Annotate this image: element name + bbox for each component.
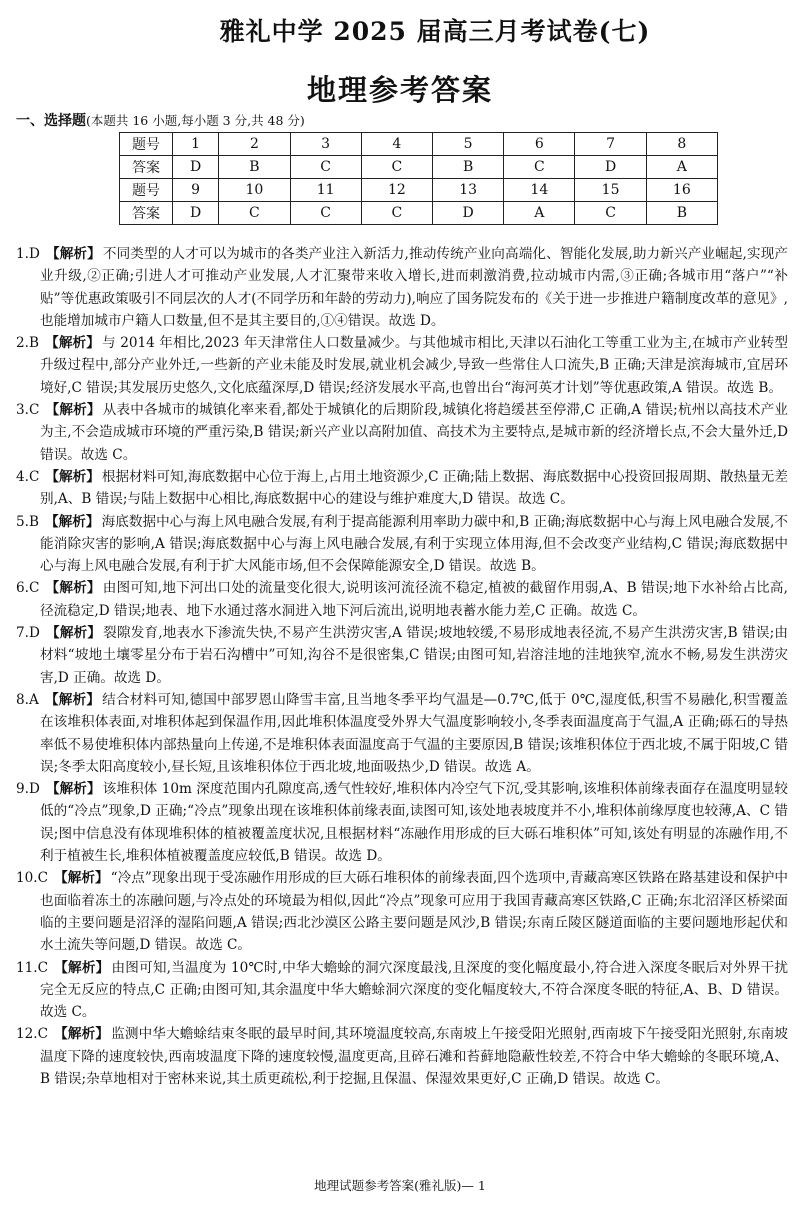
answer-label: 答案: [120, 202, 173, 225]
explanation-item: [16, 332, 788, 399]
analysis-tag: 【解析】: [45, 580, 101, 597]
answer-cell: D: [173, 156, 219, 179]
explanation-item: [16, 622, 788, 689]
item-number-answer: 9.D: [16, 781, 40, 798]
answer-row: [120, 156, 718, 179]
answer-label: 答案: [120, 156, 173, 179]
answer-cell: B: [219, 156, 290, 179]
question-number-cell: 9: [173, 179, 219, 202]
question-number-cell: 2: [219, 133, 290, 156]
answer-cell: A: [646, 156, 717, 179]
analysis-tag: 【解析】: [44, 691, 101, 708]
question-number-row: [120, 133, 718, 156]
explanation-item: [16, 466, 788, 511]
answer-cell: D: [575, 156, 646, 179]
question-number-label: 题号: [120, 133, 173, 156]
section-heading-note: (本题共 16 小题,每小题 3 分,共 48 分): [86, 113, 305, 128]
question-number-cell: 7: [575, 133, 646, 156]
item-number-answer: 10.C: [16, 870, 49, 887]
explanation-item: [16, 957, 788, 1024]
answer-cell: A: [504, 202, 575, 225]
explanation-text: 结合材料可知,德国中部罗恩山降雪丰富,且当地冬季平均气温是—0.7℃,低于 0℃,湿度低,积雪不易融化,积雪覆盖在该堆积体表面,对堆积体起到保温作用,因此堆积体温度受外界大气温度影响较小,冬季表面温度高于气温,A 正确;砾石的导热率低不易使堆积体内部热量向上传递,不是堆积体表面温度高于气温的主要原因,B 错误;该堆积体位于西北坡,不属于阳坡,C 错误;冬季太阳高度较小,昼长短,且该堆积体位于西北坡,地面吸热少,D 错误。故选 A。: [40, 691, 788, 775]
explanation-text: 不同类型的人才可以为城市的各类产业注入新活力,推动传统产业向高端化、智能化发展,助力新兴产业崛起,实现产业升级,②正确;引进人才可推动产业发展,人才汇聚带来收入增长,进而刺激消费,拉动城市内需,③正确;各城市用“落户”“补贴”等优惠政策吸引不同层次的人才(不同学历和年龄的劳动力),响应了国务院发布的《关于进一步推进户籍制度改革的意见》,也能增加城市户籍人口数量,但不是其主要目的,①④错误。故选 D。: [40, 246, 789, 329]
explanation-text: 该堆积体 10m 深度范围内孔隙度高,透气性较好,堆积体内冷空气下沉,受其影响,该堆积体前缘表面存在温度明显较低的“冷点”现象,D 正确;“冷点”现象出现在该堆积体前缘表面,读图可知,该处地表坡度并不小,堆积体前缘厚度也较薄,A、C 错误;图中信息没有体现堆积体的植被覆盖度状况,且根据材料“冻融作用形成的巨大砾石堆积体”可知,该处有明显的冻融作用,不利于植被生长,堆积体植被覆盖度应较低,B 错误。故选 D。: [40, 781, 788, 865]
explanation-text: “冷点”现象出现于受冻融作用形成的巨大砾石堆积体的前缘表面,四个选项中,青藏高寒区铁路在路基建设和保护中也面临着冻土的冻融问题,与冷点处的环境最为相似,因此“冷点”现象可应用于我国青藏高寒区铁路,C 正确;东北沼泽区桥梁面临的主要问题是沼泽的湿陷问题,A 错误;西北沙漠区公路主要问题是风沙,B 错误;东南丘陵区隧道面临的主要问题地形起伏和水土流失等问题,D 错误。故选 C。: [40, 870, 788, 954]
item-number-answer: 11.C: [16, 959, 49, 976]
answer-cell: D: [432, 202, 503, 225]
question-number-cell: 3: [290, 133, 361, 156]
explanation-item: [16, 778, 788, 867]
question-number-cell: 12: [361, 179, 432, 202]
analysis-tag: 【解析】: [44, 513, 100, 530]
question-number-cell: 13: [432, 179, 503, 202]
item-number-answer: 6.C: [16, 580, 40, 597]
analysis-tag: 【解析】: [45, 402, 101, 419]
answer-cell: C: [361, 202, 432, 225]
item-number-answer: 8.A: [16, 691, 39, 708]
explanation-item: [16, 577, 788, 622]
school-exam-title: 雅礼中学 2025 届高三月考试卷(七): [219, 17, 651, 46]
explanation-text: 与 2014 年相比,2023 年天津常住人口数量减少。与其他城市相比,天津以石油化工等重工业为主,在城市产业转型升级过程中,部分产业外迁,一些新的产业未能及时发展,就业机会减少,导致一些常住人口流失,B 正确;天津是滨海城市,宜居环境好,C 错误;其发展历史悠久,文化底蕴深厚,D 错误;经济发展水平高,也曾出台“海河英才计划”等优惠政策,A 错误。故选 B。: [40, 335, 789, 396]
explanation-item: [16, 1023, 788, 1090]
item-number-answer: 5.B: [16, 513, 39, 530]
answer-cell: B: [432, 156, 503, 179]
explanation-list: [16, 243, 788, 1090]
explanation-item: [16, 243, 788, 332]
question-number-cell: 6: [504, 133, 575, 156]
answer-row: [120, 202, 718, 225]
answer-cell: C: [219, 202, 290, 225]
page-title: 地理参考答案: [306, 73, 493, 107]
question-number-cell: 15: [575, 179, 646, 202]
analysis-tag: 【解析】: [45, 246, 101, 262]
item-number-answer: 4.C: [16, 468, 40, 485]
explanation-item: [16, 867, 788, 956]
item-number-answer: 12.C: [16, 1026, 49, 1043]
explanation-text: 监测中华大蟾蜍结束冬眠的最早时间,其环境温度较高,东南坡上午接受阳光照射,西南坡下午接受阳光照射,东南坡温度下降的速度较快,西南坡温度下降的速度较慢,温度更高,且碎石滩和苔藓地隐蔽性较差,不符合中华大蟾蜍的冬眠环境,A、B 错误;杂草地相对于密林来说,其土质更疏松,利于挖掘,且保温、保湿效果更好,C 正确,D 错误。故选 C。: [40, 1026, 789, 1087]
question-number-label: 题号: [120, 179, 173, 202]
answer-cell: C: [290, 202, 361, 225]
section-heading: [16, 110, 305, 130]
page-footer: 地理试题参考答案(雅礼版)— 1: [314, 1178, 486, 1193]
explanation-item: [16, 689, 788, 778]
explanation-text: 裂隙发育,地表水下渗流失快,不易产生洪涝灾害,A 错误;坡地较缓,不易形成地表径流,不易产生洪涝灾害,B 错误;由材料“坡地土壤零星分布于岩石沟槽中”可知,沟谷不是很密集,C 错误;由图可知,岩溶洼地的洼地狭窄,流水不畅,易发生洪涝灾害,D 正确。故选 D。: [40, 625, 788, 686]
analysis-tag: 【解析】: [54, 870, 109, 887]
explanation-text: 海底数据中心与海上风电融合发展,有利于提高能源利用率助力碳中和,B 正确;海底数据中心与海上风电融合发展,不能消除灾害的影响,A 错误;海底数据中心与海上风电融合发展,有利于实现立体用海,但不会改变产业结构,C 错误;海底数据中心与海上风电融合发展,有利于扩大风能市场,但不会保障能源安全,D 错误。故选 B。: [40, 513, 789, 575]
explanation-item: [16, 399, 788, 466]
question-number-cell: 5: [432, 133, 503, 156]
item-number-answer: 2.B: [16, 335, 39, 352]
question-number-cell: 16: [646, 179, 717, 202]
analysis-tag: 【解析】: [44, 335, 101, 352]
explanation-text: 根据材料可知,海底数据中心位于海上,占用土地资源少,C 正确;陆上数据、海底数据中心投资回报周期、散热量无差别,A、B 错误;与陆上数据中心相比,海底数据中心的建设与维护难度大,D 错误。故选 C。: [40, 468, 789, 508]
analysis-tag: 【解析】: [54, 959, 110, 976]
question-number-cell: 11: [290, 179, 361, 202]
question-number-cell: 1: [173, 133, 219, 156]
answer-cell: C: [290, 156, 361, 179]
question-number-cell: 10: [219, 179, 290, 202]
answer-cell: B: [646, 202, 717, 225]
question-number-cell: 8: [646, 133, 717, 156]
item-number-answer: 7.D: [16, 625, 40, 642]
answer-cell: C: [361, 156, 432, 179]
answer-cell: C: [575, 202, 646, 225]
question-number-cell: 14: [504, 179, 575, 202]
answer-cell: C: [504, 156, 575, 179]
item-number-answer: 3.C: [16, 402, 40, 419]
analysis-tag: 【解析】: [45, 468, 100, 485]
section-heading-label: 一、选择题: [16, 113, 86, 129]
explanation-item: [16, 511, 788, 578]
analysis-tag: 【解析】: [54, 1026, 110, 1043]
explanation-text: 由图可知,当温度为 10℃时,中华大蟾蜍的洞穴深度最浅,且深度的变化幅度最小,符合进入深度冬眠后对外界干扰完全无反应的特点,C 正确;由图可知,其余温度中华大蟾蜍洞穴深度的变化幅度较大,不符合深度冬眠的特征,A、B、D 错误。故选 C。: [40, 959, 789, 1021]
item-number-answer: 1.D: [16, 246, 40, 262]
explanation-text: 由图可知,地下河出口处的流量变化很大,说明该河流径流不稳定,植被的截留作用弱,A、B 错误;地下水补给占比高,径流稳定,D 错误;地表、地下水通过落水洞进入地下河后流出,说明地表蓄水能力差,C 正确。故选 C。: [40, 580, 789, 619]
analysis-tag: 【解析】: [45, 625, 102, 642]
answer-cell: D: [173, 202, 219, 225]
analysis-tag: 【解析】: [45, 781, 101, 798]
question-number-cell: 4: [361, 133, 432, 156]
explanation-text: 从表中各城市的城镇化率来看,都处于城镇化的后期阶段,城镇化将趋缓甚至停滞,C 正确,A 错误;杭州以高技术产业为主,不会造成城市环境的严重污染,B 错误;新兴产业以高附加值、高技术为主要特点,是城市新的经济增长点,不会大量外迁,D 错误。故选 C。: [40, 402, 788, 463]
answer-table: [119, 132, 718, 225]
question-number-row: [120, 179, 718, 202]
